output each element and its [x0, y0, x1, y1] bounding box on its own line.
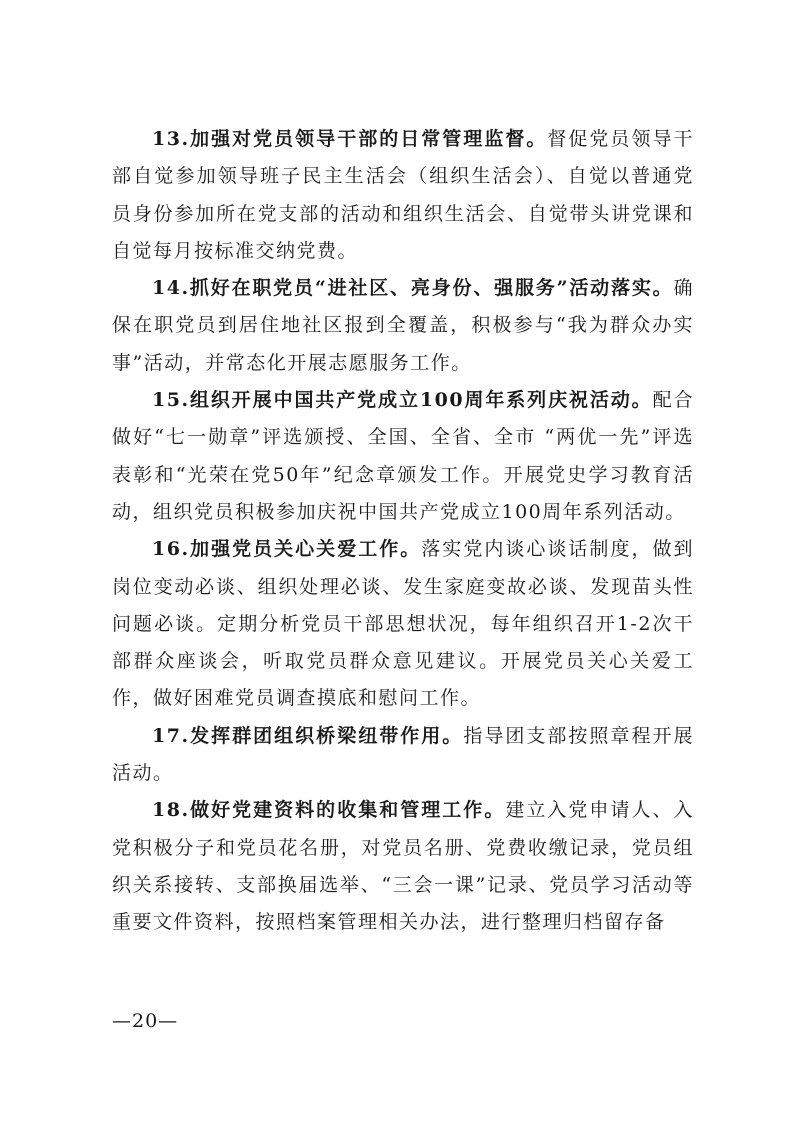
paragraph-text: 确保在职党员到居住地社区报到全覆盖，积极参与“我为群众办实事”活动，并常态化开展志愿服务工作。	[112, 277, 694, 374]
paragraph-heading: 13.加强对党员领导干部的日常管理监督。	[152, 128, 548, 150]
paragraph-17	[112, 718, 694, 793]
page-number: —20—	[112, 1010, 179, 1032]
paragraph-text: 配合做好“七一勋章”评选颁授、全国、全省、全市 “两优一先”评选表彰和“光荣在党50年”纪念章颁发工作。开展党史学习教育活动，组织党员积极参加庆祝中国共产党成立100周年系列活动。	[112, 389, 694, 523]
paragraph-heading: 17.发挥群团组织桥梁纽带作用。	[152, 724, 464, 747]
paragraph-text: 指导团支部按照章程开展活动。	[112, 724, 694, 785]
paragraph-text: 建立入党申请人、入党积极分子和党员花名册，对党员名册、党费收缴记录，党员组织关系接转、支部换届选举、“三会一课”记录、党员学习活动等重要文件资料，按照档案管理相关办法，进行整理归档留存备	[112, 799, 694, 934]
paragraph-13	[112, 121, 694, 270]
paragraph-16	[112, 531, 694, 717]
paragraph-heading: 16.加强党员关心关爱工作。	[152, 538, 422, 561]
paragraph-text: 督促党员领导干部自觉参加领导班子民主生活会（组织生活会）、自觉以普通党员身份参加所在党支部的活动和组织生活会、自觉带头讲党课和自觉每月按标准交纳党费。	[112, 128, 694, 262]
paragraph-18	[112, 792, 694, 941]
paragraph-heading: 14.抓好在职党员“进社区、亮身份、强服务”活动落实。	[152, 277, 674, 300]
paragraph-heading: 15.组织开展中国共产党成立100周年系列庆祝活动。	[152, 389, 653, 412]
paragraph-text: 落实党内谈心谈话制度，做到岗位变动必谈、组织处理必谈、发生家庭变故必谈、发现苗头性问题必谈。定期分析党员干部思想状况，每年组织召开1-2次干部群众座谈会，听取党员群众意见建议。开展党员关心关爱工作，做好困难党员调查摸底和慰问工作。	[112, 538, 694, 710]
paragraph-15	[112, 382, 694, 531]
document-body	[112, 121, 694, 942]
paragraph-heading: 18.做好党建资料的收集和管理工作。	[152, 799, 506, 822]
paragraph-14	[112, 270, 694, 382]
